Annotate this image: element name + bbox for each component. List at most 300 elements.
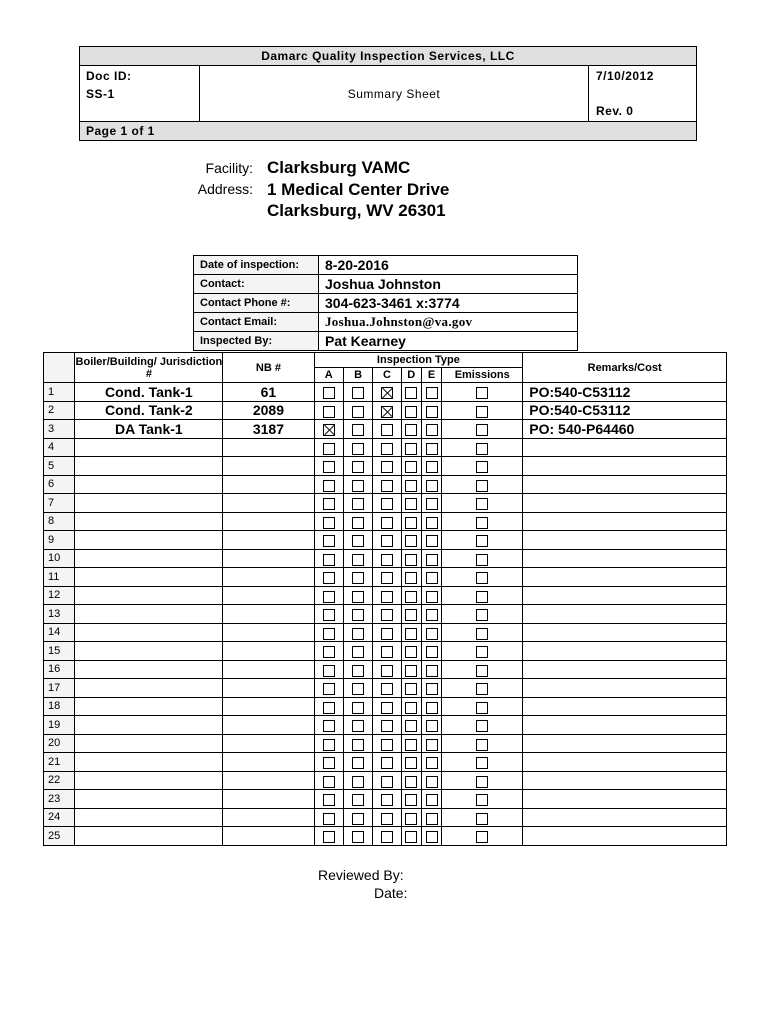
nb-cell[interactable]: 61: [223, 383, 314, 402]
nb-cell[interactable]: [223, 475, 314, 494]
nb-cell[interactable]: [223, 771, 314, 790]
type-emissions-checkbox[interactable]: [476, 720, 488, 732]
boiler-cell[interactable]: Cond. Tank-2: [75, 401, 223, 420]
remarks-cell[interactable]: [523, 642, 727, 661]
type-e-checkbox[interactable]: [426, 443, 438, 455]
boiler-cell[interactable]: [75, 623, 223, 642]
remarks-cell[interactable]: PO:540-C53112: [523, 401, 727, 420]
remarks-cell[interactable]: [523, 660, 727, 679]
type-d-cell: [401, 549, 421, 568]
boiler-cell[interactable]: [75, 494, 223, 513]
type-a-checkbox[interactable]: [323, 554, 335, 566]
nb-cell[interactable]: [223, 808, 314, 827]
boiler-cell[interactable]: [75, 790, 223, 809]
type-emissions-checkbox[interactable]: [476, 609, 488, 621]
boiler-cell[interactable]: [75, 642, 223, 661]
type-a-checkbox[interactable]: [323, 646, 335, 658]
boiler-cell[interactable]: [75, 549, 223, 568]
type-a-cell: [314, 475, 343, 494]
remarks-cell[interactable]: [523, 697, 727, 716]
remarks-cell[interactable]: [523, 531, 727, 550]
type-c-checkbox[interactable]: [381, 683, 393, 695]
type-b-cell: [343, 420, 372, 439]
type-e-header: E: [421, 368, 441, 383]
type-emissions-checkbox[interactable]: [476, 702, 488, 714]
type-a-checkbox[interactable]: [323, 813, 335, 825]
nb-cell[interactable]: [223, 457, 314, 476]
type-b-checkbox[interactable]: [352, 443, 364, 455]
type-d-checkbox[interactable]: [405, 813, 417, 825]
type-a-checkbox[interactable]: [323, 665, 335, 677]
doc-id-label: Doc ID:: [86, 69, 132, 83]
remarks-cell[interactable]: [523, 679, 727, 698]
date-of-inspection-label: Date of inspection:: [194, 256, 319, 275]
type-e-cell: [421, 790, 441, 809]
type-c-cell: [373, 605, 401, 624]
type-b-cell: [343, 438, 372, 457]
boiler-cell[interactable]: [75, 605, 223, 624]
type-a-checkbox[interactable]: [323, 461, 335, 473]
type-emissions-checkbox[interactable]: [476, 776, 488, 788]
type-b-checkbox[interactable]: [352, 498, 364, 510]
boiler-cell[interactable]: [75, 438, 223, 457]
type-d-cell: [401, 623, 421, 642]
type-c-checkbox[interactable]: [381, 517, 393, 529]
inspected-by-value: Pat Kearney: [319, 332, 578, 351]
remarks-cell[interactable]: PO:540-C53112: [523, 383, 727, 402]
type-e-checkbox[interactable]: [426, 739, 438, 751]
row-number: 15: [44, 642, 75, 661]
type-emissions-cell: [442, 808, 523, 827]
remarks-cell[interactable]: [523, 475, 727, 494]
type-c-checkbox[interactable]: [381, 720, 393, 732]
remarks-cell[interactable]: [523, 494, 727, 513]
boiler-cell[interactable]: [75, 679, 223, 698]
row-number: 4: [44, 438, 75, 457]
type-c-checkbox[interactable]: [381, 609, 393, 621]
type-a-checkbox[interactable]: [323, 535, 335, 547]
remarks-cell[interactable]: PO: 540-P64460: [523, 420, 727, 439]
type-e-checkbox[interactable]: [426, 702, 438, 714]
remarks-cell[interactable]: [523, 771, 727, 790]
remarks-cell[interactable]: [523, 716, 727, 735]
type-b-cell: [343, 734, 372, 753]
remarks-cell[interactable]: [523, 623, 727, 642]
type-b-checkbox[interactable]: [352, 572, 364, 584]
remarks-cell[interactable]: [523, 512, 727, 531]
boiler-cell[interactable]: [75, 697, 223, 716]
type-emissions-checkbox[interactable]: [476, 646, 488, 658]
type-d-checkbox[interactable]: [405, 480, 417, 492]
nb-cell[interactable]: [223, 568, 314, 587]
type-emissions-checkbox[interactable]: [476, 517, 488, 529]
type-e-checkbox[interactable]: [426, 554, 438, 566]
type-d-checkbox[interactable]: [405, 406, 417, 418]
boiler-cell[interactable]: [75, 734, 223, 753]
type-b-checkbox[interactable]: [352, 480, 364, 492]
type-b-checkbox[interactable]: [352, 424, 364, 436]
type-d-checkbox[interactable]: [405, 461, 417, 473]
type-a-cell: [314, 605, 343, 624]
type-b-cell: [343, 457, 372, 476]
type-b-checkbox[interactable]: [352, 794, 364, 806]
boiler-cell[interactable]: [75, 771, 223, 790]
type-d-cell: [401, 401, 421, 420]
nb-cell[interactable]: [223, 531, 314, 550]
nb-cell[interactable]: [223, 753, 314, 772]
type-c-cell: [373, 568, 401, 587]
type-emissions-header: Emissions: [442, 368, 523, 383]
boiler-cell[interactable]: [75, 531, 223, 550]
table-row: [44, 623, 727, 642]
type-b-cell: [343, 549, 372, 568]
date-of-inspection-value: 8-20-2016: [319, 256, 578, 275]
type-d-checkbox[interactable]: [405, 739, 417, 751]
type-emissions-checkbox[interactable]: [476, 498, 488, 510]
nb-cell[interactable]: [223, 697, 314, 716]
type-e-checkbox[interactable]: [426, 535, 438, 547]
boiler-cell[interactable]: [75, 827, 223, 846]
type-c-checkbox[interactable]: [381, 572, 393, 584]
type-emissions-cell: [442, 383, 523, 402]
type-a-checkbox[interactable]: [323, 831, 335, 843]
type-a-cell: [314, 586, 343, 605]
type-emissions-checkbox[interactable]: [476, 480, 488, 492]
row-number: 12: [44, 586, 75, 605]
type-emissions-cell: [442, 438, 523, 457]
type-e-checkbox[interactable]: [426, 665, 438, 677]
type-emissions-checkbox[interactable]: [476, 572, 488, 584]
type-b-checkbox[interactable]: [352, 665, 364, 677]
type-a-checkbox[interactable]: [323, 443, 335, 455]
remarks-column-header: Remarks/Cost: [523, 353, 727, 383]
type-c-cell: [373, 383, 401, 402]
type-a-checkbox[interactable]: [323, 720, 335, 732]
type-b-checkbox[interactable]: [352, 702, 364, 714]
type-e-checkbox[interactable]: [426, 776, 438, 788]
type-d-checkbox[interactable]: [405, 776, 417, 788]
type-c-cell: [373, 827, 401, 846]
type-d-cell: [401, 512, 421, 531]
nb-cell[interactable]: [223, 679, 314, 698]
type-emissions-checkbox[interactable]: [476, 813, 488, 825]
type-emissions-checkbox[interactable]: [476, 443, 488, 455]
type-d-cell: [401, 475, 421, 494]
nb-column-header: NB #: [223, 353, 314, 383]
type-d-checkbox[interactable]: [405, 554, 417, 566]
type-c-checkbox[interactable]: [381, 665, 393, 677]
type-e-checkbox[interactable]: [426, 831, 438, 843]
type-b-checkbox[interactable]: [352, 535, 364, 547]
remarks-cell[interactable]: [523, 549, 727, 568]
type-b-checkbox[interactable]: [352, 757, 364, 769]
type-emissions-checkbox[interactable]: [476, 424, 488, 436]
type-e-cell: [421, 494, 441, 513]
type-e-checkbox[interactable]: [426, 683, 438, 695]
type-d-cell: [401, 771, 421, 790]
type-a-checkbox[interactable]: [323, 794, 335, 806]
type-b-checkbox[interactable]: [352, 776, 364, 788]
nb-cell[interactable]: [223, 790, 314, 809]
type-a-cell: [314, 660, 343, 679]
type-a-checkbox[interactable]: [323, 480, 335, 492]
type-c-checkbox[interactable]: [381, 794, 393, 806]
type-b-checkbox[interactable]: [352, 591, 364, 603]
boiler-cell[interactable]: [75, 660, 223, 679]
type-e-checkbox[interactable]: [426, 609, 438, 621]
type-c-cell: [373, 586, 401, 605]
contact-email-value: Joshua.Johnston@va.gov: [319, 313, 578, 332]
info-row: [194, 313, 578, 332]
table-row: [44, 586, 727, 605]
remarks-cell[interactable]: [523, 586, 727, 605]
row-number-header: [44, 353, 75, 383]
type-a-checkbox[interactable]: [323, 424, 335, 436]
type-d-checkbox[interactable]: [405, 683, 417, 695]
type-b-checkbox[interactable]: [352, 406, 364, 418]
type-d-cell: [401, 605, 421, 624]
reviewed-by-label: Reviewed By:: [318, 867, 404, 883]
nb-cell[interactable]: [223, 623, 314, 642]
type-d-checkbox[interactable]: [405, 720, 417, 732]
nb-cell[interactable]: [223, 549, 314, 568]
table-row: [44, 494, 727, 513]
type-a-checkbox[interactable]: [323, 757, 335, 769]
boiler-cell[interactable]: [75, 808, 223, 827]
type-e-checkbox[interactable]: [426, 646, 438, 658]
type-emissions-cell: [442, 771, 523, 790]
type-emissions-checkbox[interactable]: [476, 831, 488, 843]
type-a-cell: [314, 531, 343, 550]
type-emissions-cell: [442, 568, 523, 587]
nb-cell[interactable]: [223, 734, 314, 753]
nb-cell[interactable]: [223, 716, 314, 735]
type-emissions-cell: [442, 457, 523, 476]
type-a-checkbox[interactable]: [323, 683, 335, 695]
row-number: 5: [44, 457, 75, 476]
type-d-checkbox[interactable]: [405, 517, 417, 529]
type-a-checkbox[interactable]: [323, 702, 335, 714]
type-c-checkbox[interactable]: [381, 739, 393, 751]
type-b-checkbox[interactable]: [352, 720, 364, 732]
type-d-checkbox[interactable]: [405, 702, 417, 714]
boiler-cell[interactable]: [75, 568, 223, 587]
type-a-checkbox[interactable]: [323, 406, 335, 418]
type-a-checkbox[interactable]: [323, 591, 335, 603]
nb-cell[interactable]: [223, 605, 314, 624]
type-e-cell: [421, 438, 441, 457]
type-b-checkbox[interactable]: [352, 387, 364, 399]
table-row: [44, 401, 727, 420]
type-emissions-checkbox[interactable]: [476, 387, 488, 399]
type-emissions-checkbox[interactable]: [476, 628, 488, 640]
type-c-checkbox[interactable]: [381, 443, 393, 455]
type-e-checkbox[interactable]: [426, 757, 438, 769]
type-b-cell: [343, 383, 372, 402]
type-e-checkbox[interactable]: [426, 572, 438, 584]
type-a-checkbox[interactable]: [323, 387, 335, 399]
type-b-checkbox[interactable]: [352, 813, 364, 825]
nb-cell[interactable]: [223, 512, 314, 531]
type-e-checkbox[interactable]: [426, 813, 438, 825]
type-e-checkbox[interactable]: [426, 406, 438, 418]
type-b-checkbox[interactable]: [352, 683, 364, 695]
type-c-checkbox[interactable]: [381, 702, 393, 714]
type-a-checkbox[interactable]: [323, 572, 335, 584]
type-b-checkbox[interactable]: [352, 517, 364, 529]
nb-cell[interactable]: 2089: [223, 401, 314, 420]
type-e-cell: [421, 420, 441, 439]
type-a-checkbox[interactable]: [323, 498, 335, 510]
type-emissions-checkbox[interactable]: [476, 739, 488, 751]
type-e-checkbox[interactable]: [426, 424, 438, 436]
type-a-checkbox[interactable]: [323, 609, 335, 621]
boiler-cell[interactable]: [75, 512, 223, 531]
boiler-cell[interactable]: Cond. Tank-1: [75, 383, 223, 402]
type-d-checkbox[interactable]: [405, 831, 417, 843]
type-emissions-checkbox[interactable]: [476, 665, 488, 677]
type-emissions-checkbox[interactable]: [476, 535, 488, 547]
type-a-checkbox[interactable]: [323, 776, 335, 788]
type-c-checkbox[interactable]: [381, 387, 393, 399]
type-a-cell: [314, 420, 343, 439]
type-emissions-checkbox[interactable]: [476, 406, 488, 418]
type-a-cell: [314, 734, 343, 753]
type-emissions-cell: [442, 753, 523, 772]
table-row: [44, 642, 727, 661]
type-c-checkbox[interactable]: [381, 461, 393, 473]
type-d-checkbox[interactable]: [405, 646, 417, 658]
type-c-checkbox[interactable]: [381, 535, 393, 547]
row-number: 6: [44, 475, 75, 494]
type-b-checkbox[interactable]: [352, 461, 364, 473]
type-c-checkbox[interactable]: [381, 628, 393, 640]
type-emissions-checkbox[interactable]: [476, 461, 488, 473]
type-b-checkbox[interactable]: [352, 554, 364, 566]
type-d-cell: [401, 438, 421, 457]
type-emissions-checkbox[interactable]: [476, 591, 488, 603]
type-emissions-checkbox[interactable]: [476, 683, 488, 695]
type-c-checkbox[interactable]: [381, 498, 393, 510]
remarks-cell[interactable]: [523, 790, 727, 809]
type-emissions-checkbox[interactable]: [476, 757, 488, 769]
type-e-checkbox[interactable]: [426, 628, 438, 640]
remarks-cell[interactable]: [523, 734, 727, 753]
type-b-checkbox[interactable]: [352, 739, 364, 751]
type-d-checkbox[interactable]: [405, 535, 417, 547]
type-d-checkbox[interactable]: [405, 572, 417, 584]
nb-cell[interactable]: 3187: [223, 420, 314, 439]
type-b-checkbox[interactable]: [352, 646, 364, 658]
remarks-cell[interactable]: [523, 605, 727, 624]
type-d-checkbox[interactable]: [405, 757, 417, 769]
type-b-cell: [343, 512, 372, 531]
type-b-checkbox[interactable]: [352, 628, 364, 640]
type-emissions-cell: [442, 716, 523, 735]
type-a-checkbox[interactable]: [323, 739, 335, 751]
type-e-checkbox[interactable]: [426, 720, 438, 732]
nb-cell[interactable]: [223, 494, 314, 513]
remarks-cell[interactable]: [523, 438, 727, 457]
type-e-cell: [421, 734, 441, 753]
contact-value: Joshua Johnston: [319, 275, 578, 294]
row-number: 14: [44, 623, 75, 642]
type-e-checkbox[interactable]: [426, 591, 438, 603]
boiler-cell[interactable]: [75, 475, 223, 494]
type-e-checkbox[interactable]: [426, 461, 438, 473]
type-d-checkbox[interactable]: [405, 498, 417, 510]
type-c-checkbox[interactable]: [381, 554, 393, 566]
type-a-checkbox[interactable]: [323, 628, 335, 640]
type-d-checkbox[interactable]: [405, 665, 417, 677]
type-e-checkbox[interactable]: [426, 517, 438, 529]
boiler-cell[interactable]: [75, 457, 223, 476]
address-line1: 1 Medical Center Drive: [267, 180, 450, 199]
nb-cell[interactable]: [223, 586, 314, 605]
type-e-checkbox[interactable]: [426, 387, 438, 399]
nb-cell[interactable]: [223, 827, 314, 846]
remarks-cell[interactable]: [523, 568, 727, 587]
contact-email-label: Contact Email:: [194, 313, 319, 332]
type-d-checkbox[interactable]: [405, 387, 417, 399]
type-c-checkbox[interactable]: [381, 776, 393, 788]
type-a-cell: [314, 457, 343, 476]
type-emissions-checkbox[interactable]: [476, 554, 488, 566]
type-d-checkbox[interactable]: [405, 628, 417, 640]
boiler-cell[interactable]: DA Tank-1: [75, 420, 223, 439]
remarks-cell[interactable]: [523, 808, 727, 827]
type-c-checkbox[interactable]: [381, 757, 393, 769]
type-e-checkbox[interactable]: [426, 498, 438, 510]
type-emissions-cell: [442, 697, 523, 716]
inspection-type-header: Inspection Type: [314, 353, 523, 368]
type-b-checkbox[interactable]: [352, 609, 364, 621]
type-emissions-checkbox[interactable]: [476, 794, 488, 806]
type-e-cell: [421, 549, 441, 568]
type-c-checkbox[interactable]: [381, 591, 393, 603]
type-c-cell: [373, 771, 401, 790]
type-c-checkbox[interactable]: [381, 646, 393, 658]
type-c-checkbox[interactable]: [381, 813, 393, 825]
type-d-checkbox[interactable]: [405, 424, 417, 436]
type-emissions-cell: [442, 605, 523, 624]
type-d-checkbox[interactable]: [405, 609, 417, 621]
boiler-cell[interactable]: [75, 753, 223, 772]
type-a-checkbox[interactable]: [323, 517, 335, 529]
boiler-cell[interactable]: [75, 586, 223, 605]
table-row: [44, 605, 727, 624]
nb-cell[interactable]: [223, 438, 314, 457]
nb-cell[interactable]: [223, 642, 314, 661]
table-row: [44, 383, 727, 402]
remarks-cell[interactable]: [523, 457, 727, 476]
type-d-checkbox[interactable]: [405, 443, 417, 455]
type-c-checkbox[interactable]: [381, 480, 393, 492]
type-c-checkbox[interactable]: [381, 831, 393, 843]
type-d-checkbox[interactable]: [405, 794, 417, 806]
boiler-cell[interactable]: [75, 716, 223, 735]
type-e-checkbox[interactable]: [426, 794, 438, 806]
type-c-checkbox[interactable]: [381, 424, 393, 436]
remarks-cell[interactable]: [523, 827, 727, 846]
table-row: [44, 457, 727, 476]
nb-cell[interactable]: [223, 660, 314, 679]
type-e-checkbox[interactable]: [426, 480, 438, 492]
remarks-cell[interactable]: [523, 753, 727, 772]
type-d-checkbox[interactable]: [405, 591, 417, 603]
type-c-checkbox[interactable]: [381, 406, 393, 418]
type-b-checkbox[interactable]: [352, 831, 364, 843]
